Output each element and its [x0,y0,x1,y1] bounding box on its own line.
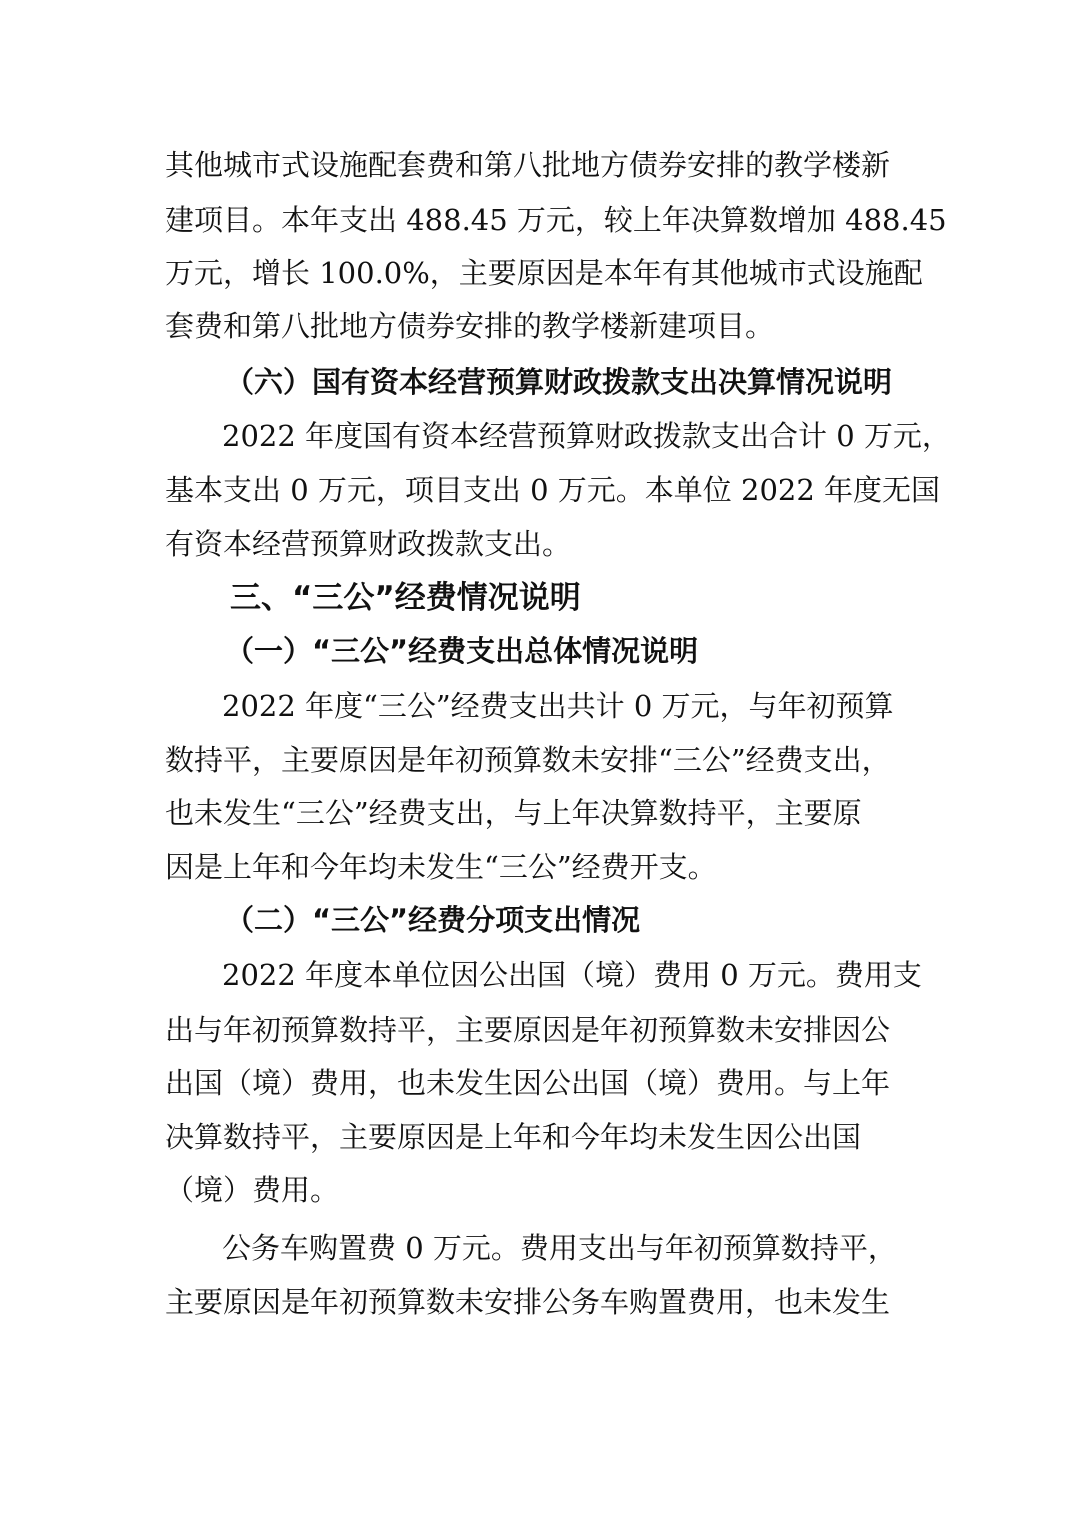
paragraph-line: 2022 年度“三公”经费支出共计 0 万元，与年初预算 [222,689,894,723]
paragraph-line: 因是上年和今年均未发生“三公”经费开支。 [165,850,717,884]
paragraph-line: 套费和第八批地方债券安排的教学楼新建项目。 [165,309,775,343]
paragraph-line: 其他城市式设施配套费和第八批地方债券安排的教学楼新 [165,148,891,182]
paragraph-line: 2022 年度国有资本经营预算财政拨款支出合计 0 万元， [222,419,951,453]
paragraph-line: 2022 年度本单位因公出国（境）费用 0 万元。费用支 [222,958,922,992]
paragraph-line: 基本支出 0 万元，项目支出 0 万元。本单位 2022 年度无国 [165,473,941,507]
paragraph-line: 建项目。本年支出 488.45 万元，较上年决算数增加 488.45 [165,203,947,237]
chapter-heading-three: 三、“三公”经费情况说明 [230,580,581,616]
paragraph-line: 数持平，主要原因是年初预算数未安排“三公”经费支出， [165,743,891,777]
paragraph-line: 决算数持平，主要原因是上年和今年均未发生因公出国 [165,1120,862,1154]
paragraph-line: 主要原因是年初预算数未安排公务车购置费用，也未发生 [165,1285,891,1319]
paragraph-line: 万元，增长 100.0%，主要原因是本年有其他城市式设施配 [165,256,923,290]
section-heading-one: （一）“三公”经费支出总体情况说明 [225,634,699,668]
paragraph-line: （境）费用。 [165,1173,340,1207]
paragraph-line: 出国（境）费用，也未发生因公出国（境）费用。与上年 [165,1066,891,1100]
paragraph-line: 出与年初预算数持平，主要原因是年初预算数未安排因公 [165,1013,891,1047]
section-heading-six: （六）国有资本经营预算财政拨款支出决算情况说明 [225,365,893,399]
section-heading-two: （二）“三公”经费分项支出情况 [225,903,641,937]
paragraph-line: 有资本经营预算财政拨款支出。 [165,527,572,561]
paragraph-line: 也未发生“三公”经费支出，与上年决算数持平，主要原 [165,796,862,830]
paragraph-line: 公务车购置费 0 万元。费用支出与年初预算数持平， [222,1231,897,1265]
